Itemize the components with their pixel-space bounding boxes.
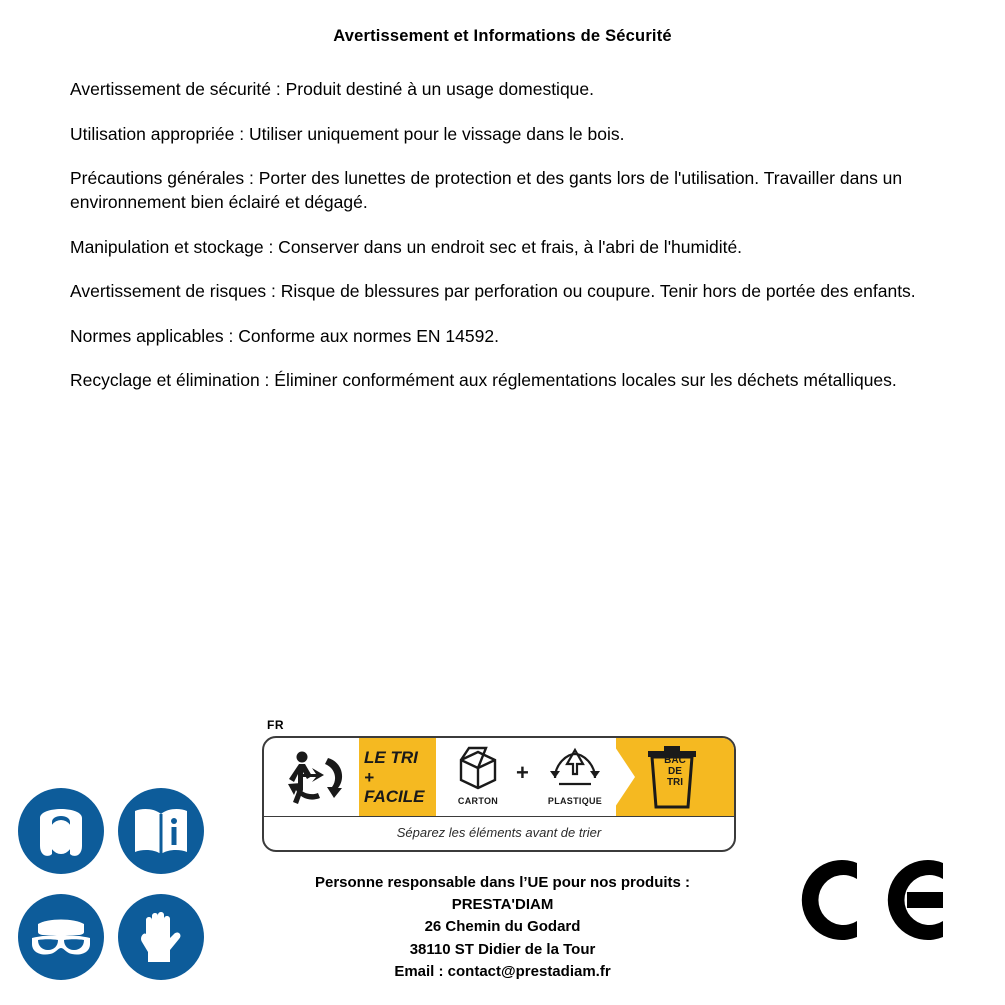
paragraph: Avertissement de sécurité : Produit destiné à un usage domestique. [70,79,595,99]
bin-label [654,756,696,788]
label-slogan-line1: LE TRI [364,748,418,767]
ce-marking-icon [795,845,950,955]
company-name: PRESTA'DIAM [451,896,554,914]
paragraph: Manipulation et stockage : Conserver dans un endroit sec et frais, à l'abri de l'humidité. [70,236,743,257]
bin-label-line2: DE [668,765,682,777]
paragraph: Normes applicables : Conforme aux normes EN 14592. [70,325,499,346]
bin-label-line1: BAC [664,755,686,766]
address-line-2: 38110 ST Didier de la Tour [409,940,596,958]
address-line-1: 26 Chemin du Godard [424,918,581,936]
read-instructions-icon [118,788,204,874]
label-slogan-line2: + FACILE [364,767,425,807]
carton-material [444,744,512,806]
recycling-sorting-label [262,718,734,848]
carton-label: CARTON [457,796,499,806]
label-language-tag: FR [267,718,284,732]
label-slogan [364,748,434,807]
responsible-heading: Personne responsable dans l’UE pour nos produits : [314,874,691,891]
recycling-label-box [262,736,736,852]
paragraph: Avertissement de risques : Risque de blessures par perforation ou coupure. Tenir hors de portée des enfants. [70,281,916,302]
contact-email: Email : contact@prestadiam.fr [394,962,611,980]
bin-label-line3: TRI [666,776,684,788]
safety-information-body [70,78,970,393]
plastique-material [536,744,614,806]
plus-sign: + [516,760,529,785]
paragraph: Précautions générales : Porter des lunettes de protection et des gants lors de l'utilisation. Travailler dans un environnement bien éclairé et dégagé. [70,168,903,212]
triman-icon [272,744,356,810]
page-title: Avertissement et Informations de Sécurité [333,27,672,45]
label-footer-text: Séparez les éléments avant de trier [396,825,602,840]
plastique-label: PLASTIQUE [547,796,603,806]
ear-protection-icon [18,788,104,874]
paragraph: Recyclage et élimination : Éliminer conformément aux réglementations locales sur les déchets métalliques. [70,370,897,391]
label-divider [264,816,734,817]
paragraph: Utilisation appropriée : Utiliser uniquement pour le vissage dans le bois. [70,123,625,144]
